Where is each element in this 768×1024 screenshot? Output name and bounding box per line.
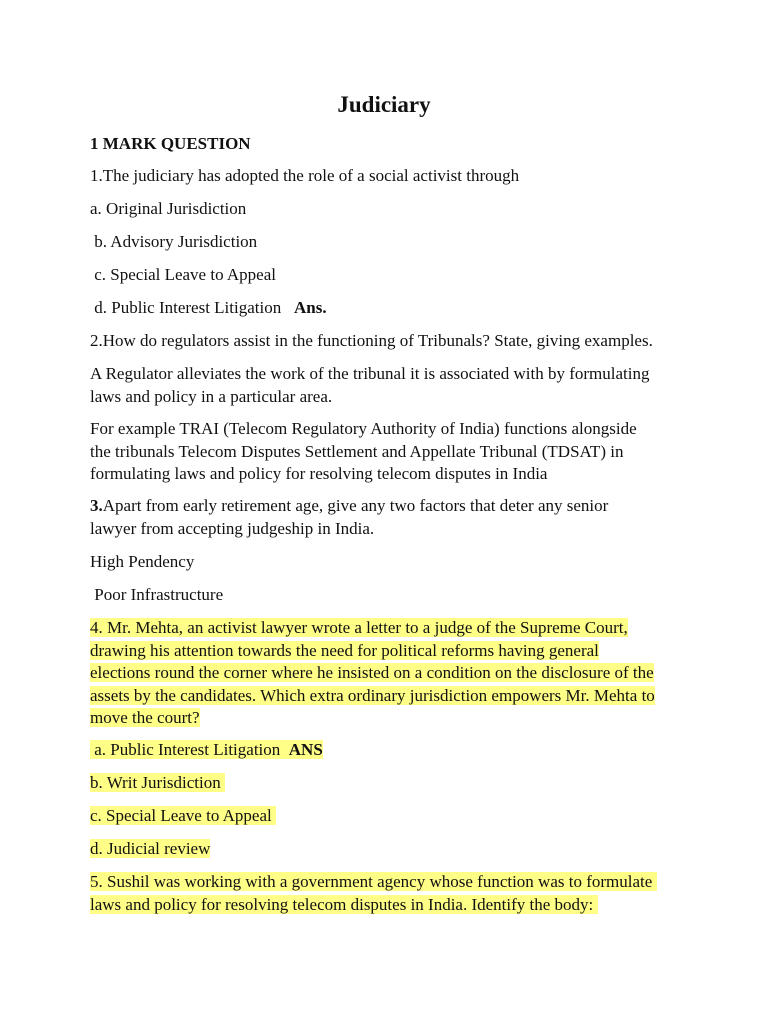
q2-answer-p1-line: A Regulator alleviates the work of the tribunal it is associated with by formulating bbox=[90, 364, 650, 383]
q2-answer-paragraph-1 bbox=[90, 363, 690, 408]
q4-line bbox=[90, 685, 690, 708]
q4-answer-marker: ANS bbox=[288, 740, 323, 759]
question-2: 2.How do regulators assist in the functioning of Tribunals? State, giving examples. bbox=[90, 331, 653, 350]
q1-option-a: a. Original Jurisdiction bbox=[90, 199, 247, 218]
q4-option-d bbox=[90, 838, 210, 860]
q4-option-a-text: a. Public Interest Litigation bbox=[90, 740, 289, 759]
q3-answer-1: High Pendency bbox=[90, 552, 195, 571]
q4-line-text: drawing his attention towards the need for political reforms having general bbox=[90, 640, 599, 660]
q3-line-text: Apart from early retirement age, give any two factors that deter any senior bbox=[102, 496, 609, 515]
q3-line: lawyer from accepting judgeship in India. bbox=[90, 518, 375, 538]
q4-line bbox=[90, 662, 690, 685]
q4-line-text: assets by the candidates. Which extra ordinary jurisdiction empowers Mr. Mehta to bbox=[90, 685, 655, 705]
q3-number: 3. bbox=[90, 496, 103, 515]
q5-line-text: laws and policy for resolving telecom disputes in India. Identify the body: bbox=[90, 894, 598, 914]
q2-answer-p2-line: For example TRAI (Telecom Regulatory Authority of India) functions alongside bbox=[90, 419, 637, 438]
q2-answer-p2-line: formulating laws and policy for resolving telecom disputes in India bbox=[90, 464, 548, 483]
q5-line bbox=[90, 871, 690, 894]
page-title: Judiciary bbox=[337, 92, 431, 117]
question-4 bbox=[90, 617, 690, 730]
q4-option-b bbox=[90, 772, 225, 794]
question-3 bbox=[90, 495, 690, 540]
q2-answer-p2-line: the tribunals Telecom Disputes Settlement and Appellate Tribunal (TDSAT) in bbox=[90, 441, 624, 461]
q4-option-a bbox=[90, 739, 323, 761]
q3-answer-2: Poor Infrastructure bbox=[90, 585, 224, 604]
question-5 bbox=[90, 871, 690, 916]
q4-option-b-text: b. Writ Jurisdiction bbox=[90, 773, 225, 792]
section-heading: 1 MARK QUESTION bbox=[90, 134, 251, 153]
q4-line bbox=[90, 617, 690, 640]
q2-answer-p1-line: laws and policy in a particular area. bbox=[90, 386, 333, 406]
question-1: 1.The judiciary has adopted the role of a social activist through bbox=[90, 166, 520, 185]
q4-line-text: move the court? bbox=[90, 708, 200, 727]
q4-line-text: 4. Mr. Mehta, an activist lawyer wrote a letter to a judge of the Supreme Court, bbox=[90, 618, 628, 637]
q1-option-c: c. Special Leave to Appeal bbox=[90, 265, 276, 284]
q2-answer-paragraph-2 bbox=[90, 418, 690, 486]
q4-option-d-text: d. Judicial review bbox=[90, 839, 211, 858]
q1-answer-marker: Ans. bbox=[293, 298, 327, 317]
q4-option-c bbox=[90, 805, 276, 827]
q1-option-d-text: d. Public Interest Litigation bbox=[90, 298, 294, 317]
q5-line-text: 5. Sushil was working with a government agency whose function was to formulate bbox=[90, 872, 657, 891]
q1-option-b: b. Advisory Jurisdiction bbox=[90, 232, 258, 251]
q1-option-d bbox=[90, 297, 327, 319]
q4-line bbox=[90, 707, 690, 730]
q4-line-text: elections round the corner where he insisted on a condition on the disclosure of the bbox=[90, 663, 654, 682]
q4-line bbox=[90, 640, 690, 663]
q4-option-c-text: c. Special Leave to Appeal bbox=[90, 806, 276, 825]
q3-line bbox=[90, 495, 690, 518]
q5-line bbox=[90, 894, 690, 917]
